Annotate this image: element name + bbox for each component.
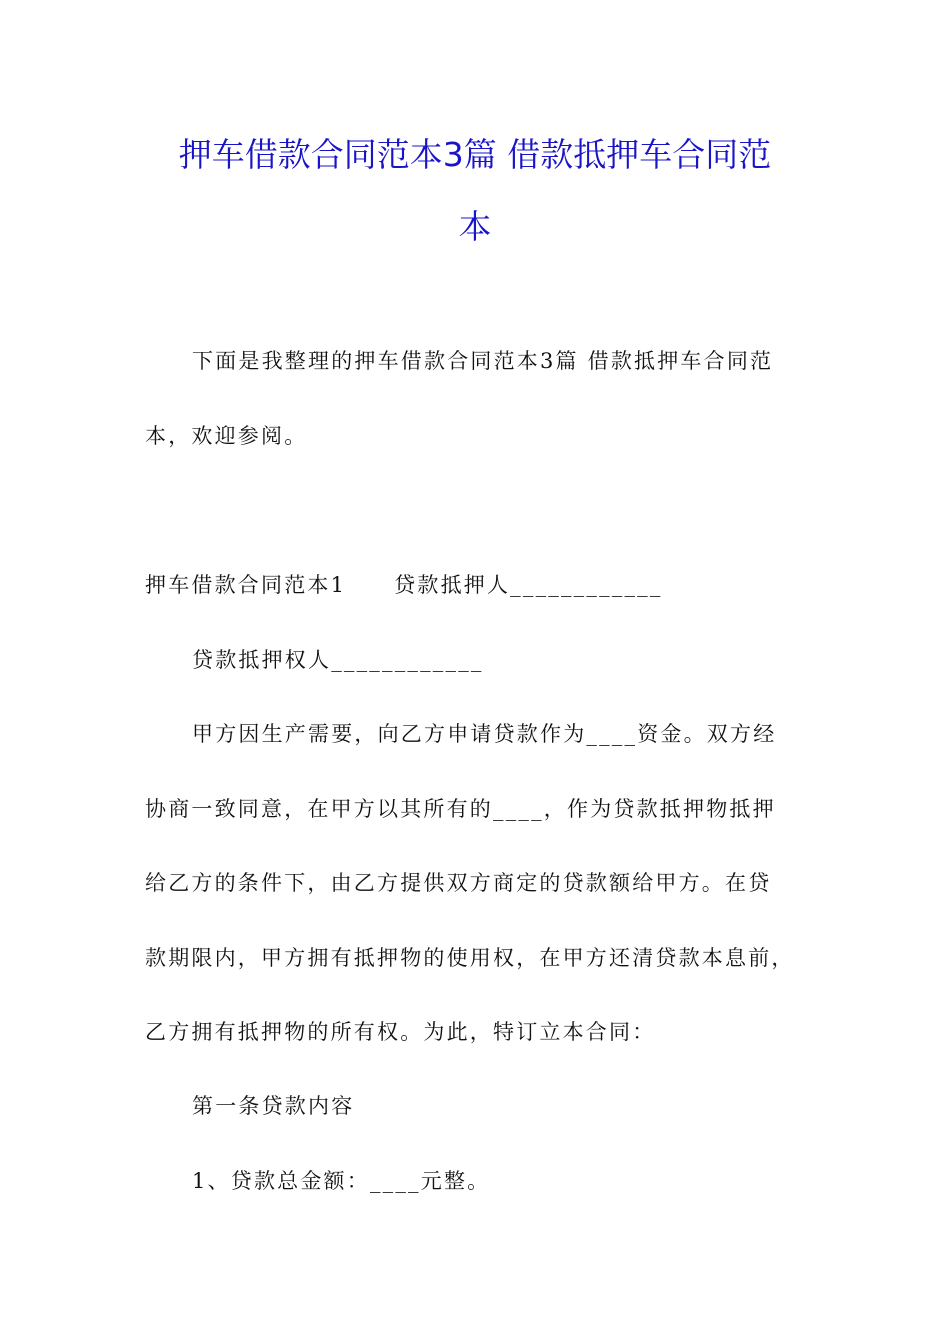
document-title-line-1: 押车借款合同范本3篇 借款抵押车合同范 <box>178 135 772 174</box>
document-title-line-2: 本 <box>458 207 492 246</box>
section-1-heading: 押车借款合同范本1 <box>145 573 347 597</box>
article-1-heading: 第一条贷款内容 <box>192 1094 355 1118</box>
intro-paragraph-line-1: 下面是我整理的押车借款合同范本3篇 借款抵押车合同范 <box>192 349 774 373</box>
mortgagee-field: 贷款抵押权人____________ <box>192 648 484 672</box>
section-heading-row <box>145 570 663 600</box>
body-paragraph-line-5: 乙方拥有抵押物的所有权。为此，特订立本合同： <box>145 1020 656 1044</box>
body-paragraph-line-3: 给乙方的条件下，由乙方提供双方商定的贷款额给甲方。在贷 <box>145 871 772 895</box>
mortgagor-field: 贷款抵押人____________ <box>394 573 663 597</box>
intro-paragraph-line-2: 本，欢迎参阅。 <box>145 424 308 448</box>
body-paragraph-line-2: 协商一致同意，在甲方以其所有的____，作为贷款抵押物抵押 <box>145 797 776 821</box>
body-paragraph-line-1: 甲方因生产需要，向乙方申请贷款作为____资金。双方经 <box>192 722 777 746</box>
article-1-item-1: 1、贷款总金额：____元整。 <box>192 1169 491 1193</box>
body-paragraph-line-4: 款期限内，甲方拥有抵押物的使用权，在甲方还清贷款本息前， <box>145 946 795 970</box>
